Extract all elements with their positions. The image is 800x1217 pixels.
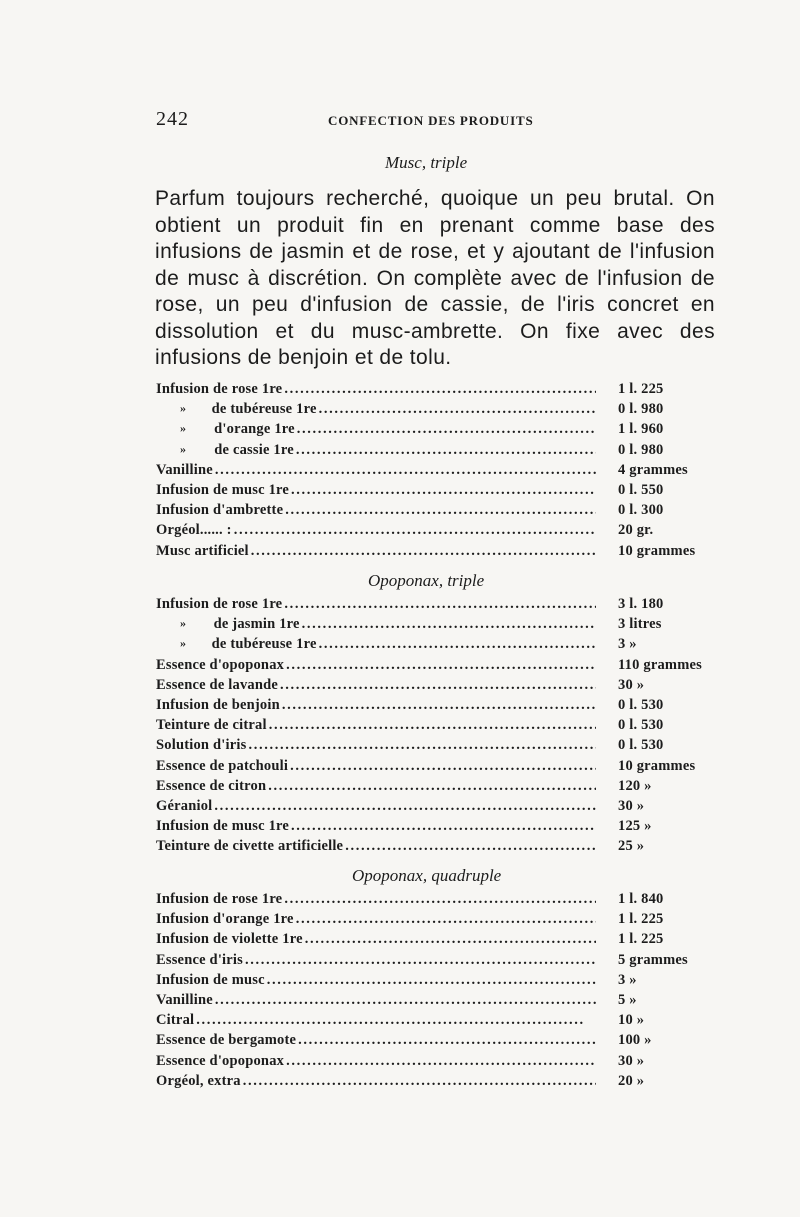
ingredient-label: [156, 1053, 596, 1070]
ingredient-quantity: 1 l. 840: [618, 891, 664, 907]
ingredient-name: Vanilline: [156, 461, 213, 478]
ingredient-name: Essence d'opoponax: [156, 656, 285, 673]
ingredient-row: [156, 1012, 716, 1032]
dot-leader: [284, 381, 596, 398]
ingredient-quantity: 0 l. 980: [618, 441, 664, 458]
ingredient-row: [156, 543, 716, 563]
ingredient-row: [156, 798, 716, 818]
ingredient-name: de jasmin 1re: [213, 616, 300, 633]
ingredient-label: [180, 616, 596, 633]
section-title-opoponax-quadruple: Opoponax, quadruple: [352, 866, 502, 885]
ingredient-label: [156, 891, 596, 908]
ingredient-quantity: 25 »: [618, 838, 645, 855]
ingredient-name: de tubéreuse 1re: [211, 636, 317, 653]
dot-leader: [290, 758, 596, 775]
ingredient-quantity: 1 l. 225: [618, 911, 664, 928]
ditto-mark: »: [180, 636, 187, 651]
ingredient-quantity: 30 »: [618, 1052, 645, 1069]
ingredient-quantity: 1 l. 225: [618, 381, 664, 397]
dot-leader: [285, 502, 596, 519]
ingredient-row: [156, 818, 716, 838]
ingredient-name: Essence de bergamote: [156, 1032, 297, 1049]
ingredient-label: [180, 442, 596, 459]
ingredient-row: [156, 381, 716, 401]
ingredient-name: Infusion de musc 1re: [156, 818, 290, 835]
ingredient-label: [156, 778, 596, 795]
dot-leader: [196, 1012, 596, 1029]
ingredient-row: [156, 697, 716, 717]
dot-leader: [302, 616, 596, 633]
ingredient-label: [156, 1032, 596, 1049]
ingredient-quantity: 3 l. 180: [618, 596, 664, 612]
dot-leader: [248, 737, 596, 754]
ingredient-name: Teinture de citral: [156, 717, 267, 734]
ingredient-name: Infusion de musc: [156, 971, 265, 988]
dot-leader: [297, 421, 596, 438]
ingredient-row: [156, 737, 716, 757]
ingredient-row: [156, 596, 716, 616]
ingredient-row: [156, 462, 716, 482]
ingredient-quantity: 110 grammes: [618, 656, 702, 673]
ingredient-label: [156, 596, 596, 613]
dot-leader: [319, 401, 596, 418]
ingredient-row: [156, 778, 716, 798]
dot-leader: [215, 992, 596, 1009]
ingredient-label: [156, 482, 596, 499]
ingredient-name: Orgéol...... :: [156, 522, 232, 539]
ingredient-label: [156, 522, 596, 539]
dot-leader: [214, 798, 596, 815]
ingredient-label: [156, 697, 596, 714]
ingredient-label: [156, 543, 596, 560]
ingredient-name: Géraniol: [156, 797, 213, 814]
dot-leader: [319, 636, 596, 653]
ingredient-row: [156, 522, 716, 542]
ingredient-row: [156, 502, 716, 522]
ingredient-quantity: 0 l. 300: [618, 502, 664, 519]
ingredient-label: [156, 502, 596, 519]
ingredient-label: [180, 401, 596, 418]
ingredient-name: Essence de lavande: [156, 676, 279, 693]
dot-leader: [251, 543, 596, 560]
ingredient-name: Essence de patchouli: [156, 757, 289, 774]
ingredient-row: [156, 1053, 716, 1073]
page-header: [156, 108, 712, 130]
ingredient-quantity: 5 grammes: [618, 951, 688, 968]
page-number: 242: [156, 108, 189, 130]
intro-paragraph: Parfum toujours recherché, quoique un peu brutal. On obtient un produit fin en prenant comme base des infusions de jasmin et de rose, et y ajoutant de l'infusion de musc à discrétion. On complète avec de l'infusion de rose, un peu d'infusion de cassie, de l'iris concret en dissolution et du musc-ambrette. On fixe avec des infusions de benjoin et de tolu.: [155, 187, 715, 369]
dot-leader: [267, 972, 596, 989]
ingredient-label: [156, 1012, 596, 1029]
dot-leader: [291, 818, 596, 835]
ingredient-name: Infusion de violette 1re: [156, 931, 303, 948]
ingredient-row: [156, 952, 716, 972]
ingredient-row: [156, 421, 716, 441]
ingredient-quantity: 0 l. 530: [618, 696, 664, 713]
dot-leader: [282, 697, 596, 714]
ingredient-name: Solution d'iris: [156, 737, 247, 754]
ingredient-label: [156, 911, 596, 928]
ingredient-quantity: 0 l. 550: [618, 481, 664, 498]
ingredient-quantity: 0 l. 530: [618, 717, 664, 734]
ingredient-name: Infusion d'orange 1re: [156, 911, 294, 928]
ingredient-label: [156, 677, 596, 694]
ditto-mark: »: [180, 401, 187, 416]
ingredient-row: [156, 482, 716, 502]
ingredient-label: [156, 1073, 596, 1090]
ingredient-name: Infusion de musc 1re: [156, 481, 290, 498]
ingredient-row: [156, 931, 716, 951]
ingredient-quantity: 10 grammes: [618, 757, 696, 774]
dot-leader: [215, 462, 596, 479]
ingredient-label: [156, 758, 596, 775]
ingredient-name: Infusion de rose 1re: [156, 891, 283, 907]
ingredient-name: Orgéol, extra: [156, 1072, 241, 1089]
ingredient-row: [156, 992, 716, 1012]
ingredient-label: [180, 636, 596, 653]
ingredient-quantity: 3 »: [618, 636, 637, 653]
ingredient-quantity: 20 »: [618, 1072, 645, 1089]
ingredient-label: [156, 717, 596, 734]
ingredient-row: [156, 657, 716, 677]
ingredient-name: Musc artificiel: [156, 542, 249, 559]
recipe-list-opoponax-quadruple: [156, 891, 716, 1093]
ingredient-quantity: 0 l. 530: [618, 737, 664, 754]
dot-leader: [286, 1053, 596, 1070]
ingredient-row: [156, 636, 716, 656]
ingredient-quantity: 4 grammes: [618, 461, 688, 478]
dot-leader: [280, 677, 596, 694]
dot-leader: [291, 482, 596, 499]
ingredient-name: Infusion de rose 1re: [156, 596, 283, 612]
ingredient-name: Essence d'opoponax: [156, 1052, 285, 1069]
ingredient-row: [156, 1032, 716, 1052]
ingredient-label: [156, 462, 596, 479]
ingredient-row: [156, 891, 716, 911]
ingredient-label: [156, 952, 596, 969]
ingredient-quantity: 0 l. 980: [618, 401, 664, 418]
ingredient-row: [156, 616, 716, 636]
ingredient-row: [156, 838, 716, 858]
ingredient-label: [156, 931, 596, 948]
dot-leader: [245, 952, 596, 969]
ditto-mark: »: [180, 616, 187, 631]
ingredient-quantity: 3 »: [618, 971, 637, 988]
ingredient-row: [156, 911, 716, 931]
dot-leader: [243, 1073, 596, 1090]
ingredient-name: Vanilline: [156, 991, 213, 1008]
ingredient-label: [156, 737, 596, 754]
running-title: CONFECTION DES PRODUITS: [328, 113, 534, 128]
ingredient-name: Teinture de civette artificielle: [156, 838, 344, 855]
dot-leader: [268, 778, 596, 795]
ingredient-quantity: 20 gr.: [618, 522, 654, 539]
recipe-list-opoponax-triple: [156, 596, 716, 858]
dot-leader: [296, 911, 596, 928]
ingredient-row: [156, 677, 716, 697]
ingredient-name: de tubéreuse 1re: [211, 401, 317, 418]
section-title-musc: Musc, triple: [385, 153, 468, 172]
recipe-list-musc: [156, 381, 716, 563]
ingredient-quantity: 10 »: [618, 1012, 645, 1029]
ingredient-label: [156, 992, 596, 1009]
dot-leader: [298, 1032, 596, 1049]
ingredient-label: [156, 798, 596, 815]
ingredient-row: [156, 972, 716, 992]
ingredient-label: [180, 421, 596, 438]
ingredient-quantity: 1 l. 225: [618, 931, 664, 948]
dot-leader: [305, 931, 596, 948]
ingredient-name: Essence de citron: [156, 777, 267, 794]
ingredient-quantity: 3 litres: [618, 616, 662, 633]
ingredient-quantity: 30 »: [618, 797, 645, 814]
dot-leader: [284, 596, 596, 613]
ditto-mark: »: [180, 421, 187, 436]
ingredient-quantity: 125 »: [618, 818, 652, 835]
dot-leader: [296, 442, 596, 459]
ingredient-label: [156, 972, 596, 989]
section-title-opoponax-triple: Opoponax, triple: [368, 571, 485, 590]
ingredient-quantity: 5 »: [618, 991, 637, 1008]
dot-leader: [234, 522, 596, 539]
ingredient-quantity: 10 grammes: [618, 542, 696, 559]
dot-leader: [345, 838, 596, 855]
ingredient-name: Infusion de rose 1re: [156, 381, 283, 397]
dot-leader: [286, 657, 596, 674]
ingredient-name: Infusion d'ambrette: [156, 502, 284, 519]
ditto-mark: »: [180, 441, 187, 456]
ingredient-row: [156, 758, 716, 778]
ingredient-name: Infusion de benjoin: [156, 696, 280, 713]
ingredient-label: [156, 818, 596, 835]
ingredient-label: [156, 657, 596, 674]
ingredient-quantity: 120 »: [618, 777, 652, 794]
ingredient-quantity: 100 »: [618, 1032, 652, 1049]
ingredient-row: [156, 717, 716, 737]
ingredient-name: de cassie 1re: [214, 441, 294, 458]
ingredient-row: [156, 1073, 716, 1093]
dot-leader: [284, 891, 596, 908]
dot-leader: [269, 717, 596, 734]
ingredient-quantity: 30 »: [618, 676, 645, 693]
ingredient-name: d'orange 1re: [214, 421, 295, 438]
ingredient-quantity: 1 l. 960: [618, 421, 664, 438]
ingredient-name: Essence d'iris: [156, 951, 243, 968]
ingredient-name: Citral: [156, 1012, 195, 1029]
ingredient-label: [156, 381, 596, 398]
ingredient-label: [156, 838, 596, 855]
ingredient-row: [156, 442, 716, 462]
ingredient-row: [156, 401, 716, 421]
